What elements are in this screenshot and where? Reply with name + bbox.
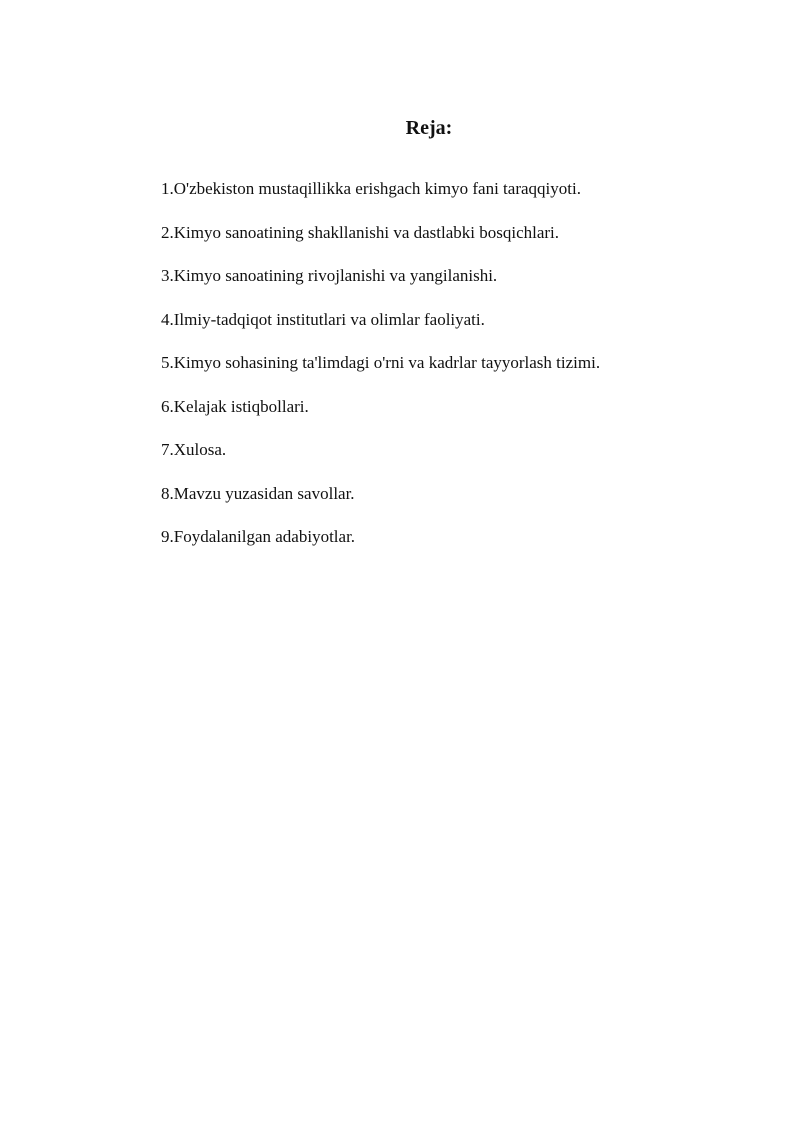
plan-item: 7.Xulosa. [161, 440, 227, 459]
plan-item: 4.Ilmiy-tadqiqot institutlari va olimlar faoliyati. [161, 309, 485, 329]
plan-list [161, 176, 600, 568]
plan-item: 9.Foydalanilgan adabiyotlar. [161, 527, 356, 546]
plan-item: 5.Kimyo sohasining ta'limdagi o'rni va kadrlar tayyorlash tizimi. [161, 353, 601, 372]
plan-item: 2.Kimyo sanoatining shakllanishi va dastlabki bosqichlari. [161, 222, 560, 242]
plan-item: 3.Kimyo sanoatining rivojlanishi va yangilanishi. [161, 266, 498, 285]
plan-item: 6.Kelajak istiqbollari. [161, 396, 309, 416]
page-title: Reja: [405, 117, 453, 139]
plan-item: 8.Mavzu yuzasidan savollar. [161, 483, 355, 503]
plan-item: 1.O'zbekiston mustaqillikka erishgach kimyo fani taraqqiyoti. [161, 179, 581, 198]
